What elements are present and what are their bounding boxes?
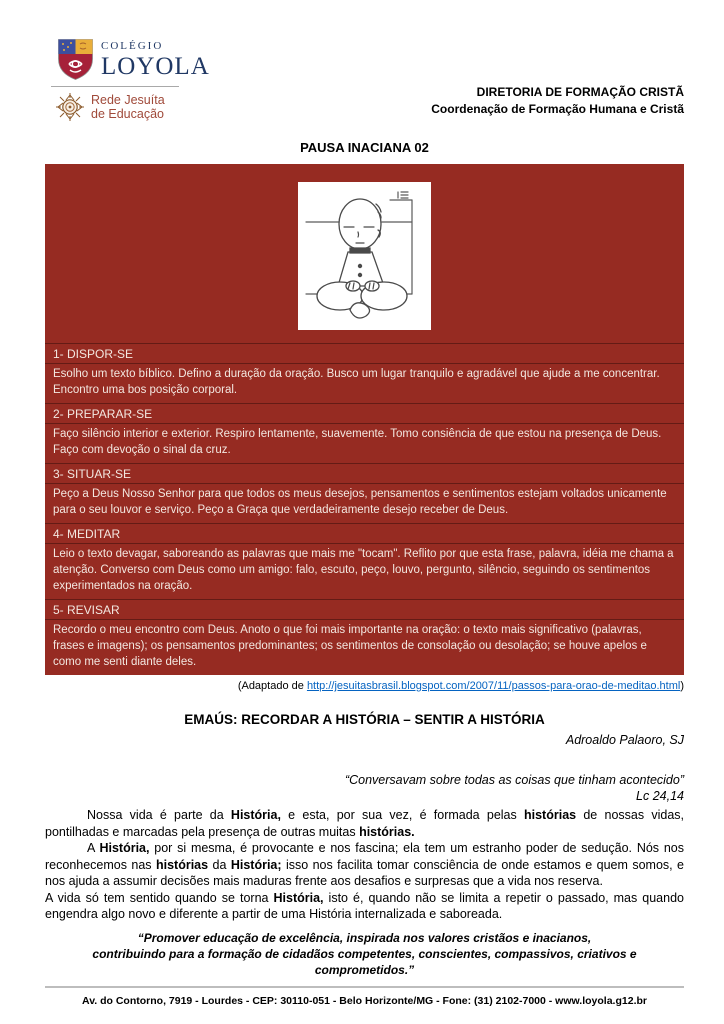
jesuit-sun-icon bbox=[55, 92, 85, 122]
article-paragraph: Nossa vida é parte da História, e esta, por sua vez, é formada pelas histórias de nossas vidas, pontilhadas e marcadas pela presença de outras muitas histórias. bbox=[45, 808, 684, 839]
step-body: Faço silêncio interior e exterior. Respiro lentamente, suavemente. Tomo consiência de que estou na presença de Deus. Faço com devoção o sinal da cruz. bbox=[45, 423, 684, 463]
prayer-steps-box bbox=[45, 164, 684, 675]
page-title: PAUSA INACIANA 02 bbox=[300, 140, 429, 155]
logo-divider bbox=[51, 86, 179, 87]
step-heading: 4- MEDITAR bbox=[45, 523, 684, 543]
article-paragraph: A vida só tem sentido quando se torna História, isto é, quando não se limita a repetir o passado, mas quando engendra algo novo e diferente a partir de uma História internalizada e saboreada. bbox=[45, 890, 684, 921]
source-link[interactable]: http://jesuitasbrasil.blogspot.com/2007/11/passos-para-orao-de-meditao.html bbox=[306, 680, 681, 692]
step-body: Leio o texto devagar, saboreando as palavras que mais me "tocam". Reflito por que esta frase, palavra, idéia me chama a atenção. Converso com Deus como um amigo: falo, escuto, peço, louvo, pergunto, silêncio, seguindo os sentimentos experimentados na oração. bbox=[45, 543, 684, 599]
step-heading: 5- REVISAR bbox=[45, 599, 684, 619]
step-heading: 2- PREPARAR-SE bbox=[45, 403, 684, 423]
source-note-suffix: ) bbox=[680, 680, 684, 692]
footer-address: Av. do Contorno, 7919 - Lourdes - CEP: 30110-051 - Belo Horizonte/MG - Fone: (31) 2102-7000 - www.loyola.g12.br bbox=[82, 994, 647, 1007]
step-heading: 3- SITUAR-SE bbox=[45, 463, 684, 483]
department-line2: Coordenação de Formação Humana e Cristã bbox=[431, 102, 684, 117]
header bbox=[45, 38, 684, 122]
article-paragraphs bbox=[45, 807, 684, 923]
loyola-shield-icon bbox=[57, 38, 94, 81]
article-title: EMAÚS: RECORDAR A HISTÓRIA – SENTIR A HISTÓRIA bbox=[184, 712, 545, 727]
footer-motto-line2: contribuindo para a formação de cidadãos competentes, conscientes, compassivos, criativos e comprometidos.” bbox=[92, 947, 637, 978]
article-quote: “Conversavam sobre todas as coisas que tinham acontecido” bbox=[344, 773, 684, 787]
logo-loyola-label: LOYOLA bbox=[101, 52, 210, 80]
department-heading bbox=[431, 84, 684, 119]
footer-motto-line1: “Promover educação de excelência, inspirada nos valores cristãos e inacianos, bbox=[137, 931, 592, 945]
school-logo bbox=[45, 38, 225, 122]
meditation-illustration bbox=[298, 182, 431, 330]
meditation-figure-wrap bbox=[45, 164, 684, 343]
footer bbox=[45, 930, 684, 1007]
step-body: Esolho um texto bíblico. Defino a duração da oração. Busco um lugar tranquilo e agradável que ajude a me concentrar. Encontro uma bos posição corporal. bbox=[45, 363, 684, 403]
network-label: Rede Jesuíta de Educação bbox=[91, 92, 165, 121]
article-author: Adroaldo Palaoro, SJ bbox=[565, 733, 684, 747]
step-body: Recordo o meu encontro com Deus. Anoto o que foi mais importante na oração: o texto mais significativo (palavras, frases e imagens); os pensamentos predominantes; os sentimentos de consolação ou desolação; se houve apelos e como me senti diante deles. bbox=[45, 619, 684, 675]
step-body: Peço a Deus Nosso Senhor para que todos os meus desejos, pensamentos e sentimentos estejam voltados unicamente para o seu louvor e serviço. Peço a Graça que verdadeiramente desejo receber de Deus. bbox=[45, 483, 684, 523]
article-paragraph: A História, por si mesma, é provocante e nos fascina; ela tem um estranho poder de sedução. Nós nos reconhecemos nas histórias da História; isso nos facilita tomar consciência de onde estamos e quem somos, e nos ajuda a assumir decisões mais maduras frente aos desafios e surpresas que a vida nos reserva. bbox=[45, 841, 684, 888]
source-note-prefix: (Adaptado de bbox=[237, 680, 307, 692]
footer-motto bbox=[45, 930, 684, 979]
department-line1: DIRETORIA DE FORMAÇÃO CRISTÃ bbox=[476, 85, 684, 99]
steps-sections bbox=[45, 343, 684, 675]
footer-divider bbox=[45, 986, 684, 988]
step-heading: 1- DISPOR-SE bbox=[53, 347, 134, 361]
source-note bbox=[45, 680, 684, 692]
logo-college-label: COLÉGIO bbox=[101, 39, 164, 52]
article-quote-reference: Lc 24,14 bbox=[636, 789, 684, 803]
